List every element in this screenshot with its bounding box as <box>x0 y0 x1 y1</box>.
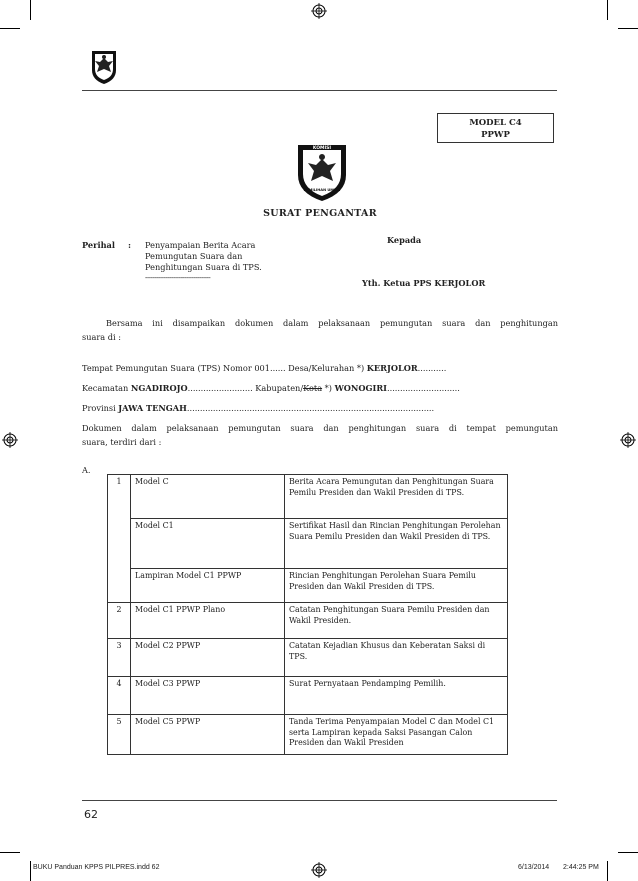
subject-line4: ----------------------------------- <box>145 274 211 282</box>
row-model: Model C1 <box>131 519 285 569</box>
section-a-label: A. <box>82 465 91 475</box>
registration-mark-icon <box>620 432 636 448</box>
subject-label: Perihal <box>82 240 115 250</box>
footer-divider <box>82 800 557 801</box>
row-model: Model C2 PPWP <box>131 639 285 677</box>
kecamatan-line <box>82 383 558 394</box>
subject-line1: Penyampaian Berita Acara <box>145 240 256 250</box>
kec-name: NGADIROJO <box>130 383 188 393</box>
documents-paragraph <box>82 423 558 448</box>
recipient-kepada: Kepada <box>387 235 422 245</box>
table-row <box>108 519 508 569</box>
seal-bottom-text: PEMILIHAN UMUM <box>303 188 341 192</box>
row-description: Catatan Kejadian Khusus dan Keberatan Saksi di TPS. <box>285 639 508 677</box>
recipient-yth: Yth. Ketua PPS KERJOLOR <box>362 278 486 288</box>
row-model: Model C3 PPWP <box>131 677 285 715</box>
kab-name: WONOGIRI <box>334 383 387 393</box>
doc-line1: Dokumen dalam pelaksanaan pemungutan suara dan penghitungan suara di tempat pemungutan <box>82 423 558 433</box>
intro-paragraph <box>82 318 558 343</box>
crop-mark <box>30 0 31 20</box>
kab-suffix: ............................ <box>386 383 460 393</box>
doc-line2: suara, terdiri dari : <box>82 437 162 447</box>
row-description: Rincian Penghitungan Perolehan Suara Pemilu Presiden dan Wakil Presiden di TPS. <box>285 569 508 603</box>
kec-mid: ......................... Kabupaten/ <box>187 383 304 393</box>
tps-prefix: Tempat Pemungutan Suara (TPS) Nomor 001...... Desa/Kelurahan *) <box>82 363 367 373</box>
model-code-line2: PPWP <box>481 130 510 140</box>
row-number: 3 <box>108 639 131 677</box>
kec-mid2: *) <box>322 383 335 393</box>
table-row <box>108 677 508 715</box>
crop-mark <box>607 0 608 20</box>
registration-mark-icon <box>311 862 327 878</box>
crop-mark <box>30 861 31 881</box>
page-number: 62 <box>84 808 98 821</box>
subject-line2: Pemungutan Suara dan <box>145 251 243 261</box>
seal-top-text: KOMISI <box>312 146 332 151</box>
subject-colon: : <box>128 240 132 250</box>
kpu-logo-icon <box>89 48 119 86</box>
provinsi-line <box>82 403 558 414</box>
tps-line <box>82 363 558 374</box>
row-description: Surat Pernyataan Pendamping Pemilih. <box>285 677 508 715</box>
table-row <box>108 603 508 639</box>
row-number: 2 <box>108 603 131 639</box>
prov-suffix: ............................................................................................... <box>186 403 435 413</box>
prov-name: JAWA TENGAH <box>118 403 187 413</box>
intro-line2: suara di : <box>82 332 121 342</box>
table-row <box>108 639 508 677</box>
subject-text <box>145 240 280 284</box>
row-model: Model C <box>131 475 285 519</box>
kpu-seal-icon <box>294 141 350 203</box>
document-list-table <box>107 474 508 755</box>
kota-struck: Kota <box>303 383 323 393</box>
crop-mark <box>618 28 638 29</box>
crop-mark <box>0 852 20 853</box>
kec-prefix: Kecamatan <box>82 383 131 393</box>
crop-mark <box>607 861 608 881</box>
row-model: Model C1 PPWP Plano <box>131 603 285 639</box>
row-number: 4 <box>108 677 131 715</box>
slug-time: 2:44:25 PM <box>563 864 599 871</box>
file-slug: BUKU Panduan KPPS PILPRES.indd 62 <box>33 864 160 871</box>
model-code-box <box>437 113 554 143</box>
document-title: SURAT PENGANTAR <box>263 208 377 219</box>
row-description: Sertifikat Hasil dan Rincian Penghitungan Perolehan Suara Pemilu Presiden dan Wakil Presiden di TPS. <box>285 519 508 569</box>
model-code-line1: MODEL C4 <box>469 118 522 128</box>
row-description: Berita Acara Pemungutan dan Penghitungan Suara Pemilu Presiden dan Wakil Presiden di TPS. <box>285 475 508 519</box>
crop-mark <box>0 28 20 29</box>
slug-date: 6/13/2014 <box>518 864 550 871</box>
prov-prefix: Provinsi <box>82 403 119 413</box>
row-number: 5 <box>108 715 131 755</box>
crop-mark <box>618 852 638 853</box>
tps-suffix: ........... <box>417 363 447 373</box>
row-model: Model C5 PPWP <box>131 715 285 755</box>
table-row <box>108 475 508 519</box>
intro-line1: Bersama ini disampaikan dokumen dalam pelaksanaan pemungutan suara dan penghitungan <box>106 318 558 328</box>
row-model: Lampiran Model C1 PPWP <box>131 569 285 603</box>
table-row <box>108 569 508 603</box>
table-row <box>108 715 508 755</box>
subject-line3: Penghitungan Suara di TPS. <box>145 262 262 272</box>
registration-mark-icon <box>311 3 327 19</box>
header-divider <box>82 90 557 91</box>
row-description: Catatan Penghitungan Suara Pemilu Presiden dan Wakil Presiden. <box>285 603 508 639</box>
row-description: Tanda Terima Penyampaian Model C dan Model C1 serta Lampiran kepada Saksi Pasangan Calon Presiden dan Wakil Presiden <box>285 715 508 755</box>
tps-desa: KERJOLOR <box>366 363 418 373</box>
row-number: 1 <box>108 475 131 603</box>
registration-mark-icon <box>2 432 18 448</box>
